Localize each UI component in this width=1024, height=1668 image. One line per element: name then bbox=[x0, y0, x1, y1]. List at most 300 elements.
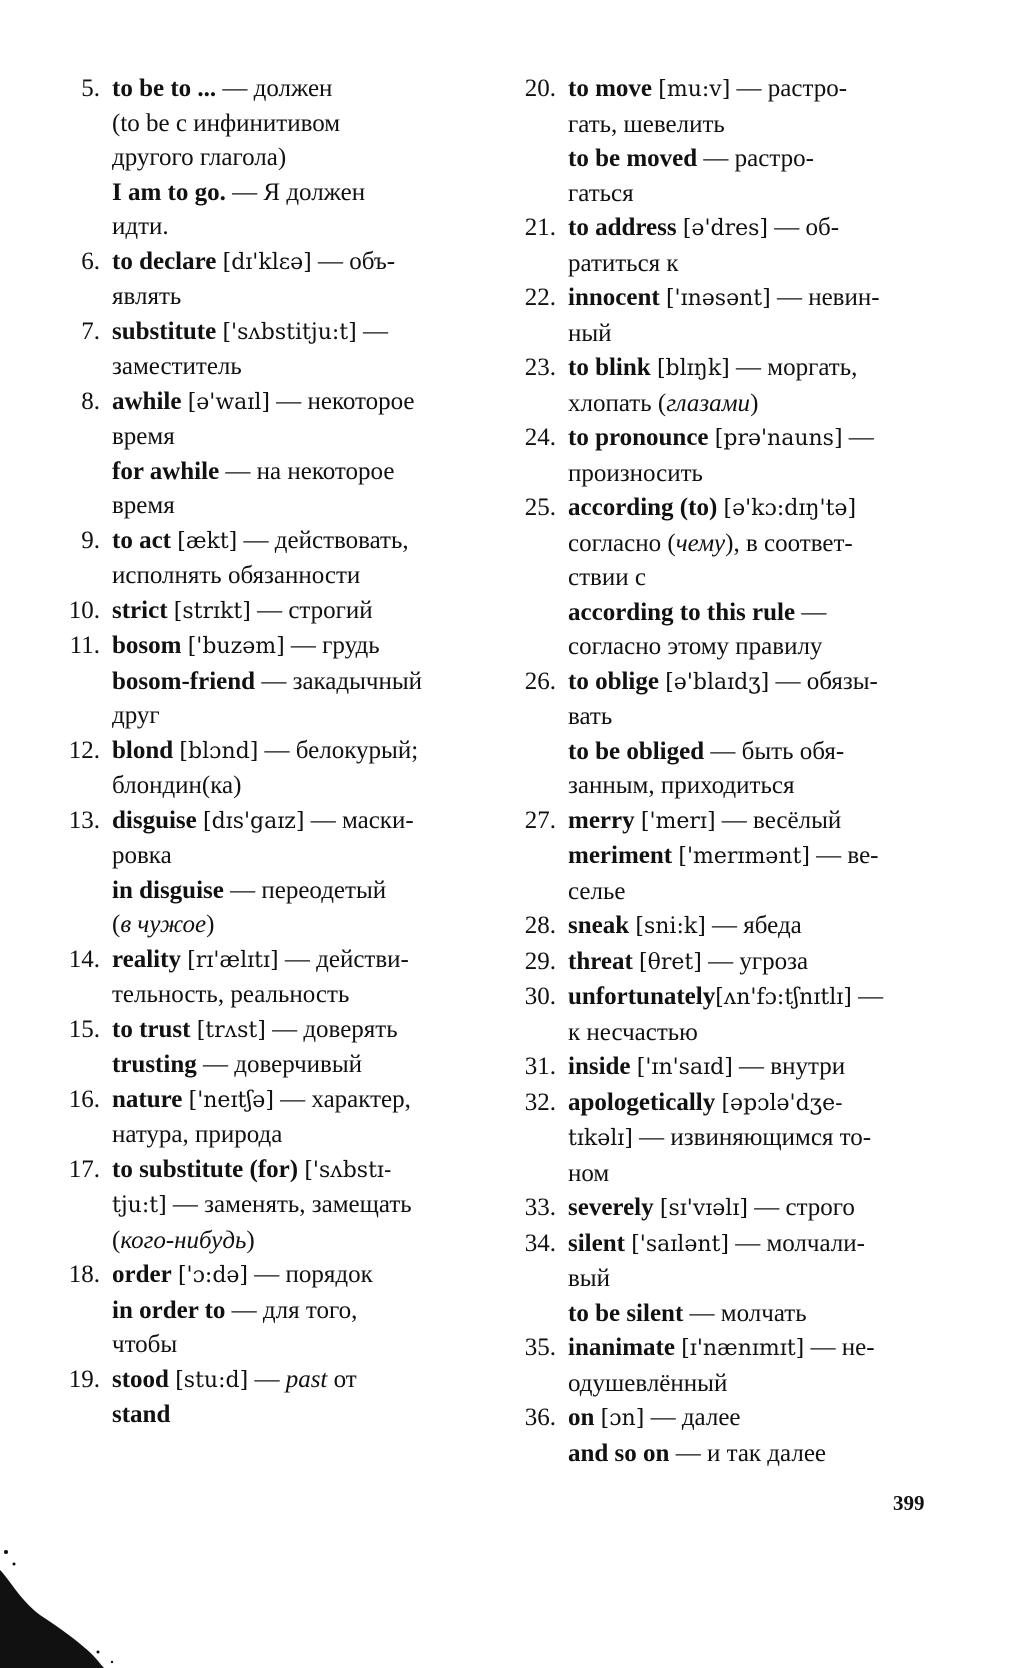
entry-number: 36. bbox=[524, 1404, 556, 1431]
dictionary-entry bbox=[56, 315, 468, 385]
dictionary-entry bbox=[56, 245, 468, 315]
entry-number: 33. bbox=[524, 1194, 556, 1221]
headword: nature bbox=[112, 1085, 183, 1113]
transcription: ['saɪlənt] bbox=[631, 1231, 729, 1257]
gloss-text: ровка bbox=[112, 842, 172, 869]
gloss-text: — ве- bbox=[809, 842, 879, 869]
entry-line bbox=[568, 1050, 922, 1086]
entry-line bbox=[568, 247, 922, 282]
transcription: ['ɪn'saɪd] bbox=[636, 1055, 733, 1080]
headword: to be moved bbox=[568, 145, 698, 172]
transcription: [rɪ'ælɪtɪ] bbox=[187, 947, 279, 973]
gloss-text: — bbox=[851, 983, 884, 1010]
transcription: [sni:k] bbox=[635, 914, 706, 939]
entry-line bbox=[568, 1191, 922, 1227]
entry-line bbox=[568, 211, 922, 247]
headword: according (to) bbox=[568, 494, 718, 521]
gloss-text: вать bbox=[568, 703, 613, 730]
transcription: [ə'kɔ:dɪŋ'tə] bbox=[723, 496, 857, 521]
gloss-text: тельность, реальность bbox=[112, 981, 350, 1008]
dictionary-entry bbox=[56, 1363, 468, 1433]
transcription: [ə'blaɪdʒ] bbox=[665, 669, 770, 695]
dictionary-entry bbox=[56, 72, 468, 245]
dictionary-entry bbox=[512, 1086, 922, 1192]
gloss-text: блондин(ка) bbox=[112, 772, 242, 799]
headword: reality bbox=[112, 945, 181, 973]
headword: to blink bbox=[568, 354, 651, 381]
entry-line bbox=[112, 1188, 468, 1224]
gloss-text: ) bbox=[206, 911, 215, 938]
headword: to act bbox=[112, 526, 171, 554]
transcription: ['neɪtʃə] bbox=[188, 1087, 274, 1113]
gloss-text: гать, шевелить bbox=[568, 110, 725, 138]
headword: for awhile bbox=[112, 457, 220, 485]
gloss-text: друг bbox=[112, 702, 160, 729]
gloss-text: — молчали- bbox=[728, 1229, 865, 1257]
gloss-text: — действовать, bbox=[237, 526, 409, 554]
gloss-text: — внутри bbox=[732, 1053, 846, 1080]
entry-line bbox=[568, 177, 922, 212]
entry-line bbox=[568, 1121, 922, 1157]
gloss-text: — грудь bbox=[284, 632, 380, 659]
dictionary-entry bbox=[56, 1153, 468, 1259]
entry-line bbox=[112, 455, 468, 490]
transcription: [ə'waɪl] bbox=[187, 389, 270, 415]
dictionary-entry bbox=[56, 594, 468, 630]
gloss-text: — обязы- bbox=[769, 667, 878, 695]
entry-number: 8. bbox=[81, 387, 100, 415]
transcription: [mu:v] bbox=[658, 77, 731, 102]
dictionary-entry bbox=[56, 385, 468, 524]
italic-note: кого-нибудь bbox=[120, 1226, 247, 1254]
gloss-text: ствии с bbox=[568, 564, 646, 591]
gloss-text: ратиться к bbox=[568, 249, 679, 277]
dictionary-entry bbox=[512, 421, 922, 491]
entry-line bbox=[568, 281, 922, 317]
headword: order bbox=[112, 1261, 172, 1288]
headword: sneak bbox=[568, 912, 630, 939]
gloss-text: — bbox=[356, 317, 388, 345]
gloss-text: — белокурый; bbox=[258, 736, 419, 764]
dictionary-entry bbox=[512, 1050, 922, 1086]
gloss-text: — быть обя- bbox=[704, 737, 845, 765]
entry-line bbox=[568, 317, 922, 352]
entry-line bbox=[112, 943, 468, 979]
headword: bosom-friend bbox=[112, 667, 256, 695]
gloss-text: вый bbox=[568, 1265, 610, 1292]
entry-line bbox=[112, 524, 468, 560]
gloss-text: ( bbox=[112, 1226, 121, 1254]
entry-line bbox=[112, 385, 468, 421]
entry-line bbox=[112, 1013, 468, 1049]
entry-line bbox=[112, 1294, 468, 1329]
dictionary-entry bbox=[512, 72, 922, 211]
entry-line bbox=[112, 315, 468, 351]
headword: to be silent bbox=[568, 1299, 684, 1327]
transcription: ['merɪmənt] bbox=[678, 844, 810, 869]
entry-number: 27. bbox=[524, 806, 556, 834]
headword: to trust bbox=[112, 1015, 191, 1043]
gloss-text: селье bbox=[568, 877, 626, 905]
entry-line bbox=[568, 804, 922, 840]
gloss-text: гаться bbox=[568, 179, 634, 207]
entry-number: 12. bbox=[68, 736, 100, 764]
gloss-text: (to be с инфинитивом bbox=[112, 109, 341, 137]
entry-number: 11. bbox=[69, 632, 100, 659]
gloss-text: — действи- bbox=[278, 945, 409, 973]
entry-line bbox=[112, 210, 468, 245]
gloss-text: ), в соответ- bbox=[725, 529, 853, 557]
gloss-text: — должен bbox=[216, 75, 333, 102]
entry-line bbox=[112, 734, 468, 770]
gloss-text: — моргать, bbox=[729, 354, 858, 381]
dictionary-entry bbox=[56, 1258, 468, 1363]
entry-number: 26. bbox=[524, 667, 556, 695]
entry-line bbox=[568, 700, 922, 735]
headword: to be to ... bbox=[112, 75, 217, 102]
gloss-text: — некоторое bbox=[269, 387, 415, 415]
headword: merry bbox=[568, 806, 635, 834]
entry-number: 17. bbox=[68, 1155, 100, 1183]
headword: threat bbox=[568, 947, 633, 975]
entry-line bbox=[568, 1016, 922, 1051]
dictionary-entry bbox=[56, 629, 468, 734]
transcription: [dɪs'gaɪz] bbox=[203, 808, 305, 834]
gloss-text: произносить bbox=[568, 459, 703, 487]
dictionary-entry bbox=[512, 211, 922, 281]
transcription: [əpɔlə'dʒe- bbox=[721, 1090, 843, 1116]
entry-line bbox=[112, 978, 468, 1013]
headword: severely bbox=[568, 1194, 654, 1221]
headword: strict bbox=[112, 596, 168, 624]
entry-line bbox=[112, 420, 468, 455]
italic-note: глазами bbox=[666, 389, 751, 417]
headword: to be obliged bbox=[568, 737, 705, 765]
transcription: [ʌn'fɔ:tʃnɪtlɪ] bbox=[715, 985, 852, 1010]
entry-line bbox=[568, 1086, 922, 1122]
entry-line bbox=[568, 630, 922, 665]
headword: I am to go. bbox=[112, 178, 226, 206]
entry-number: 13. bbox=[68, 806, 100, 834]
entry-line bbox=[112, 804, 468, 840]
entry-number: 9. bbox=[81, 526, 100, 554]
gloss-text: — строгий bbox=[250, 596, 373, 624]
gloss-text: — ябеда bbox=[705, 912, 802, 939]
entry-line bbox=[568, 421, 922, 457]
page-number: 399 bbox=[893, 1491, 925, 1515]
dictionary-entry bbox=[56, 734, 468, 804]
entry-line bbox=[568, 1331, 922, 1367]
gloss-text: натура, природа bbox=[112, 1121, 283, 1148]
gloss-text: согласно ( bbox=[568, 529, 676, 557]
gloss-text: — не- bbox=[804, 1334, 875, 1361]
entry-line bbox=[112, 1083, 468, 1119]
headword: silent bbox=[568, 1229, 625, 1257]
entry-number: 6. bbox=[81, 247, 100, 275]
gloss-text: — объ- bbox=[311, 247, 396, 275]
gloss-text: исполнять обязанности bbox=[112, 562, 361, 589]
headword: to address bbox=[568, 214, 677, 241]
entry-line bbox=[112, 245, 468, 281]
gloss-text: — молчать bbox=[683, 1299, 807, 1327]
gloss-text: ный bbox=[568, 319, 612, 347]
entry-line bbox=[568, 735, 922, 770]
dictionary-entry bbox=[56, 1083, 468, 1153]
entry-line bbox=[568, 980, 922, 1016]
gloss-text: — растро- bbox=[697, 145, 814, 172]
headword: stand bbox=[112, 1401, 171, 1428]
transcription: [sɪ'vɪəlɪ] bbox=[659, 1196, 748, 1221]
entry-line bbox=[112, 1258, 468, 1294]
entry-number: 35. bbox=[524, 1334, 556, 1361]
entry-line bbox=[112, 594, 468, 630]
headword: blond bbox=[112, 736, 174, 764]
entry-line bbox=[112, 350, 468, 385]
entry-line bbox=[112, 665, 468, 700]
gloss-text: — порядок bbox=[248, 1261, 373, 1288]
entry-line bbox=[568, 839, 922, 875]
gloss-text: согласно этому правилу bbox=[568, 633, 823, 660]
gloss-text: — bbox=[248, 1365, 286, 1393]
entry-line bbox=[112, 874, 468, 909]
gloss-text: являть bbox=[112, 283, 182, 310]
gloss-text: время bbox=[112, 423, 175, 450]
entry-line bbox=[568, 142, 922, 177]
gloss-text: одушевлённый bbox=[568, 1369, 728, 1397]
headword: inside bbox=[568, 1053, 631, 1080]
gloss-text: ) bbox=[750, 389, 759, 417]
dictionary-entry bbox=[512, 281, 922, 351]
transcription: [ɔn] bbox=[600, 1406, 645, 1431]
gloss-text: хлопать ( bbox=[568, 389, 667, 417]
headword: on bbox=[568, 1404, 595, 1431]
entry-line bbox=[112, 1048, 468, 1083]
entry-line bbox=[568, 1227, 922, 1263]
gloss-text: — bbox=[795, 598, 827, 626]
transcription: [dɪ'klɛə] bbox=[222, 249, 312, 275]
entry-line bbox=[568, 491, 922, 527]
headword: unfortunately bbox=[568, 983, 716, 1010]
entry-number: 10. bbox=[68, 596, 100, 624]
entry-number: 14. bbox=[68, 945, 100, 973]
dictionary-entry bbox=[512, 980, 922, 1050]
entry-line bbox=[568, 527, 922, 562]
gloss-text: — невин- bbox=[770, 284, 880, 311]
entry-line bbox=[112, 1224, 468, 1259]
entry-line bbox=[112, 839, 468, 874]
gloss-text: — на некоторое bbox=[219, 457, 395, 485]
gloss-text: ном bbox=[568, 1159, 610, 1187]
entry-line bbox=[112, 1328, 468, 1363]
entry-number: 25. bbox=[524, 494, 556, 521]
entry-line bbox=[568, 665, 922, 701]
ink-blot bbox=[0, 1540, 120, 1668]
headword: bosom bbox=[112, 632, 182, 659]
transcription: tɪkəlɪ] bbox=[568, 1126, 633, 1151]
entry-number: 5. bbox=[81, 75, 100, 102]
transcription: tju:t] bbox=[112, 1193, 167, 1218]
entry-line bbox=[112, 1153, 468, 1189]
dictionary-entry bbox=[56, 1013, 468, 1083]
headword: to move bbox=[568, 75, 652, 102]
dictionary-entry bbox=[512, 1331, 922, 1401]
headword: in order to bbox=[112, 1296, 226, 1324]
entry-line bbox=[568, 1367, 922, 1402]
headword: inanimate bbox=[568, 1334, 675, 1361]
entry-line bbox=[112, 280, 468, 315]
dictionary-entry bbox=[56, 943, 468, 1013]
entry-line bbox=[112, 1118, 468, 1153]
entry-line bbox=[112, 1363, 468, 1399]
transcription: [prə'nauns] bbox=[714, 426, 843, 451]
gloss-text: — bbox=[842, 424, 874, 451]
gloss-text: — заменять, замещать bbox=[166, 1191, 412, 1218]
entry-line bbox=[112, 72, 468, 107]
headword: innocent bbox=[568, 284, 660, 311]
entry-number: 29. bbox=[524, 947, 556, 975]
dictionary-entry bbox=[56, 524, 468, 594]
gloss-text: заместитель bbox=[112, 353, 242, 380]
entry-line bbox=[112, 559, 468, 594]
dictionary-entry bbox=[512, 1401, 922, 1471]
entry-line bbox=[568, 769, 922, 804]
gloss-text: — доверять bbox=[265, 1015, 398, 1043]
headword: to pronounce bbox=[568, 424, 709, 451]
entry-line bbox=[112, 107, 468, 142]
gloss-text: идти. bbox=[112, 213, 169, 240]
headword: disguise bbox=[112, 806, 197, 834]
entry-line bbox=[568, 1297, 922, 1332]
entry-line bbox=[112, 699, 468, 734]
headword: and so on bbox=[568, 1439, 670, 1467]
dictionary-entry bbox=[512, 665, 922, 804]
transcription: ['merɪ] bbox=[640, 808, 716, 834]
entry-line bbox=[568, 108, 922, 143]
gloss-text: — угроза bbox=[701, 947, 809, 975]
gloss-text: к несчастью bbox=[568, 1018, 698, 1046]
entry-line bbox=[568, 387, 922, 422]
transcription: ['buzəm] bbox=[187, 634, 285, 659]
entry-number: 31. bbox=[524, 1053, 556, 1080]
gloss-text: — об- bbox=[768, 214, 840, 241]
entry-number: 22. bbox=[524, 284, 556, 311]
transcription: [strɪkt] bbox=[173, 598, 251, 624]
gloss-text: — далее bbox=[644, 1404, 741, 1431]
entry-line bbox=[112, 489, 468, 524]
entry-number: 15. bbox=[68, 1015, 100, 1043]
gloss-text: ) bbox=[246, 1226, 255, 1254]
entry-number: 23. bbox=[524, 354, 556, 381]
gloss-text: — и так далее bbox=[669, 1439, 827, 1467]
dictionary-entry bbox=[512, 909, 922, 945]
gloss-text: — строго bbox=[747, 1194, 855, 1221]
entry-number: 21. bbox=[524, 214, 556, 241]
entry-number: 28. bbox=[524, 912, 556, 939]
entry-line bbox=[112, 769, 468, 804]
transcription: [stu:d] bbox=[175, 1367, 249, 1393]
transcription: [blɪŋk] bbox=[656, 356, 730, 381]
dictionary-entry bbox=[512, 945, 922, 981]
entry-line bbox=[112, 1398, 468, 1433]
dictionary-entry bbox=[512, 491, 922, 665]
entry-number: 18. bbox=[68, 1261, 100, 1288]
transcription: [ɪ'nænɪmɪt] bbox=[681, 1336, 805, 1361]
entry-number: 20. bbox=[524, 75, 556, 102]
headword: to oblige bbox=[568, 667, 659, 695]
headword: awhile bbox=[112, 387, 182, 415]
transcription: ['sʌbstɪ- bbox=[304, 1157, 392, 1183]
gloss-text: — весёлый bbox=[715, 806, 842, 834]
right-column bbox=[512, 72, 922, 1471]
gloss-text: — для того, bbox=[225, 1296, 358, 1324]
entry-number: 24. bbox=[524, 424, 556, 451]
gloss-text: — извиняющимся то- bbox=[632, 1124, 872, 1151]
gloss-text: время bbox=[112, 492, 175, 519]
gloss-text: от bbox=[327, 1365, 357, 1393]
entry-line bbox=[568, 875, 922, 910]
entry-line bbox=[568, 561, 922, 596]
entry-line bbox=[112, 141, 468, 176]
entry-line bbox=[568, 596, 922, 631]
dictionary-entry bbox=[512, 804, 922, 910]
entry-line bbox=[568, 945, 922, 981]
transcription: ['ɔ:də] bbox=[177, 1263, 249, 1288]
headword: stood bbox=[112, 1365, 169, 1393]
transcription: [blɔnd] bbox=[179, 738, 259, 764]
headword: to declare bbox=[112, 247, 217, 275]
gloss-text: — переодетый bbox=[223, 876, 387, 904]
headword: according to this rule bbox=[568, 598, 796, 626]
entry-line bbox=[568, 351, 922, 387]
entry-number: 32. bbox=[524, 1088, 556, 1116]
entry-number: 7. bbox=[81, 317, 100, 345]
headword: in disguise bbox=[112, 876, 224, 904]
left-column bbox=[56, 72, 468, 1433]
italic-note: past bbox=[285, 1365, 328, 1393]
gloss-text: занным, приходиться bbox=[568, 772, 795, 799]
entry-line bbox=[568, 1437, 922, 1472]
gloss-text: — маски- bbox=[304, 806, 414, 834]
transcription: ['ɪnəsənt] bbox=[665, 286, 771, 311]
headword: trusting bbox=[112, 1051, 197, 1078]
entry-line bbox=[568, 72, 922, 108]
dictionary-entry bbox=[512, 1227, 922, 1332]
transcription: [θret] bbox=[639, 949, 702, 975]
entry-number: 34. bbox=[524, 1229, 556, 1257]
entry-number: 19. bbox=[68, 1365, 100, 1393]
gloss-text: другого глагола) bbox=[112, 144, 287, 171]
entry-number: 16. bbox=[68, 1085, 100, 1113]
headword: to substitute (for) bbox=[112, 1155, 299, 1183]
gloss-text: — Я должен bbox=[225, 178, 366, 206]
gloss-text: ( bbox=[112, 911, 121, 938]
dictionary-entry bbox=[56, 804, 468, 943]
transcription: ['sʌbstitju:t] bbox=[222, 319, 357, 345]
italic-note: чему bbox=[675, 529, 726, 557]
gloss-text: — растро- bbox=[730, 75, 848, 102]
entry-line bbox=[112, 176, 468, 211]
transcription: [ə'dres] bbox=[682, 216, 768, 241]
entry-line bbox=[112, 629, 468, 665]
entry-line bbox=[568, 1401, 922, 1437]
transcription: [trʌst] bbox=[196, 1017, 266, 1043]
entry-line bbox=[568, 1262, 922, 1297]
entry-line bbox=[568, 1157, 922, 1192]
gloss-text: чтобы bbox=[112, 1331, 178, 1358]
gloss-text: — закадычный bbox=[255, 667, 423, 695]
dictionary-entry bbox=[512, 1191, 922, 1227]
entry-line bbox=[568, 909, 922, 945]
